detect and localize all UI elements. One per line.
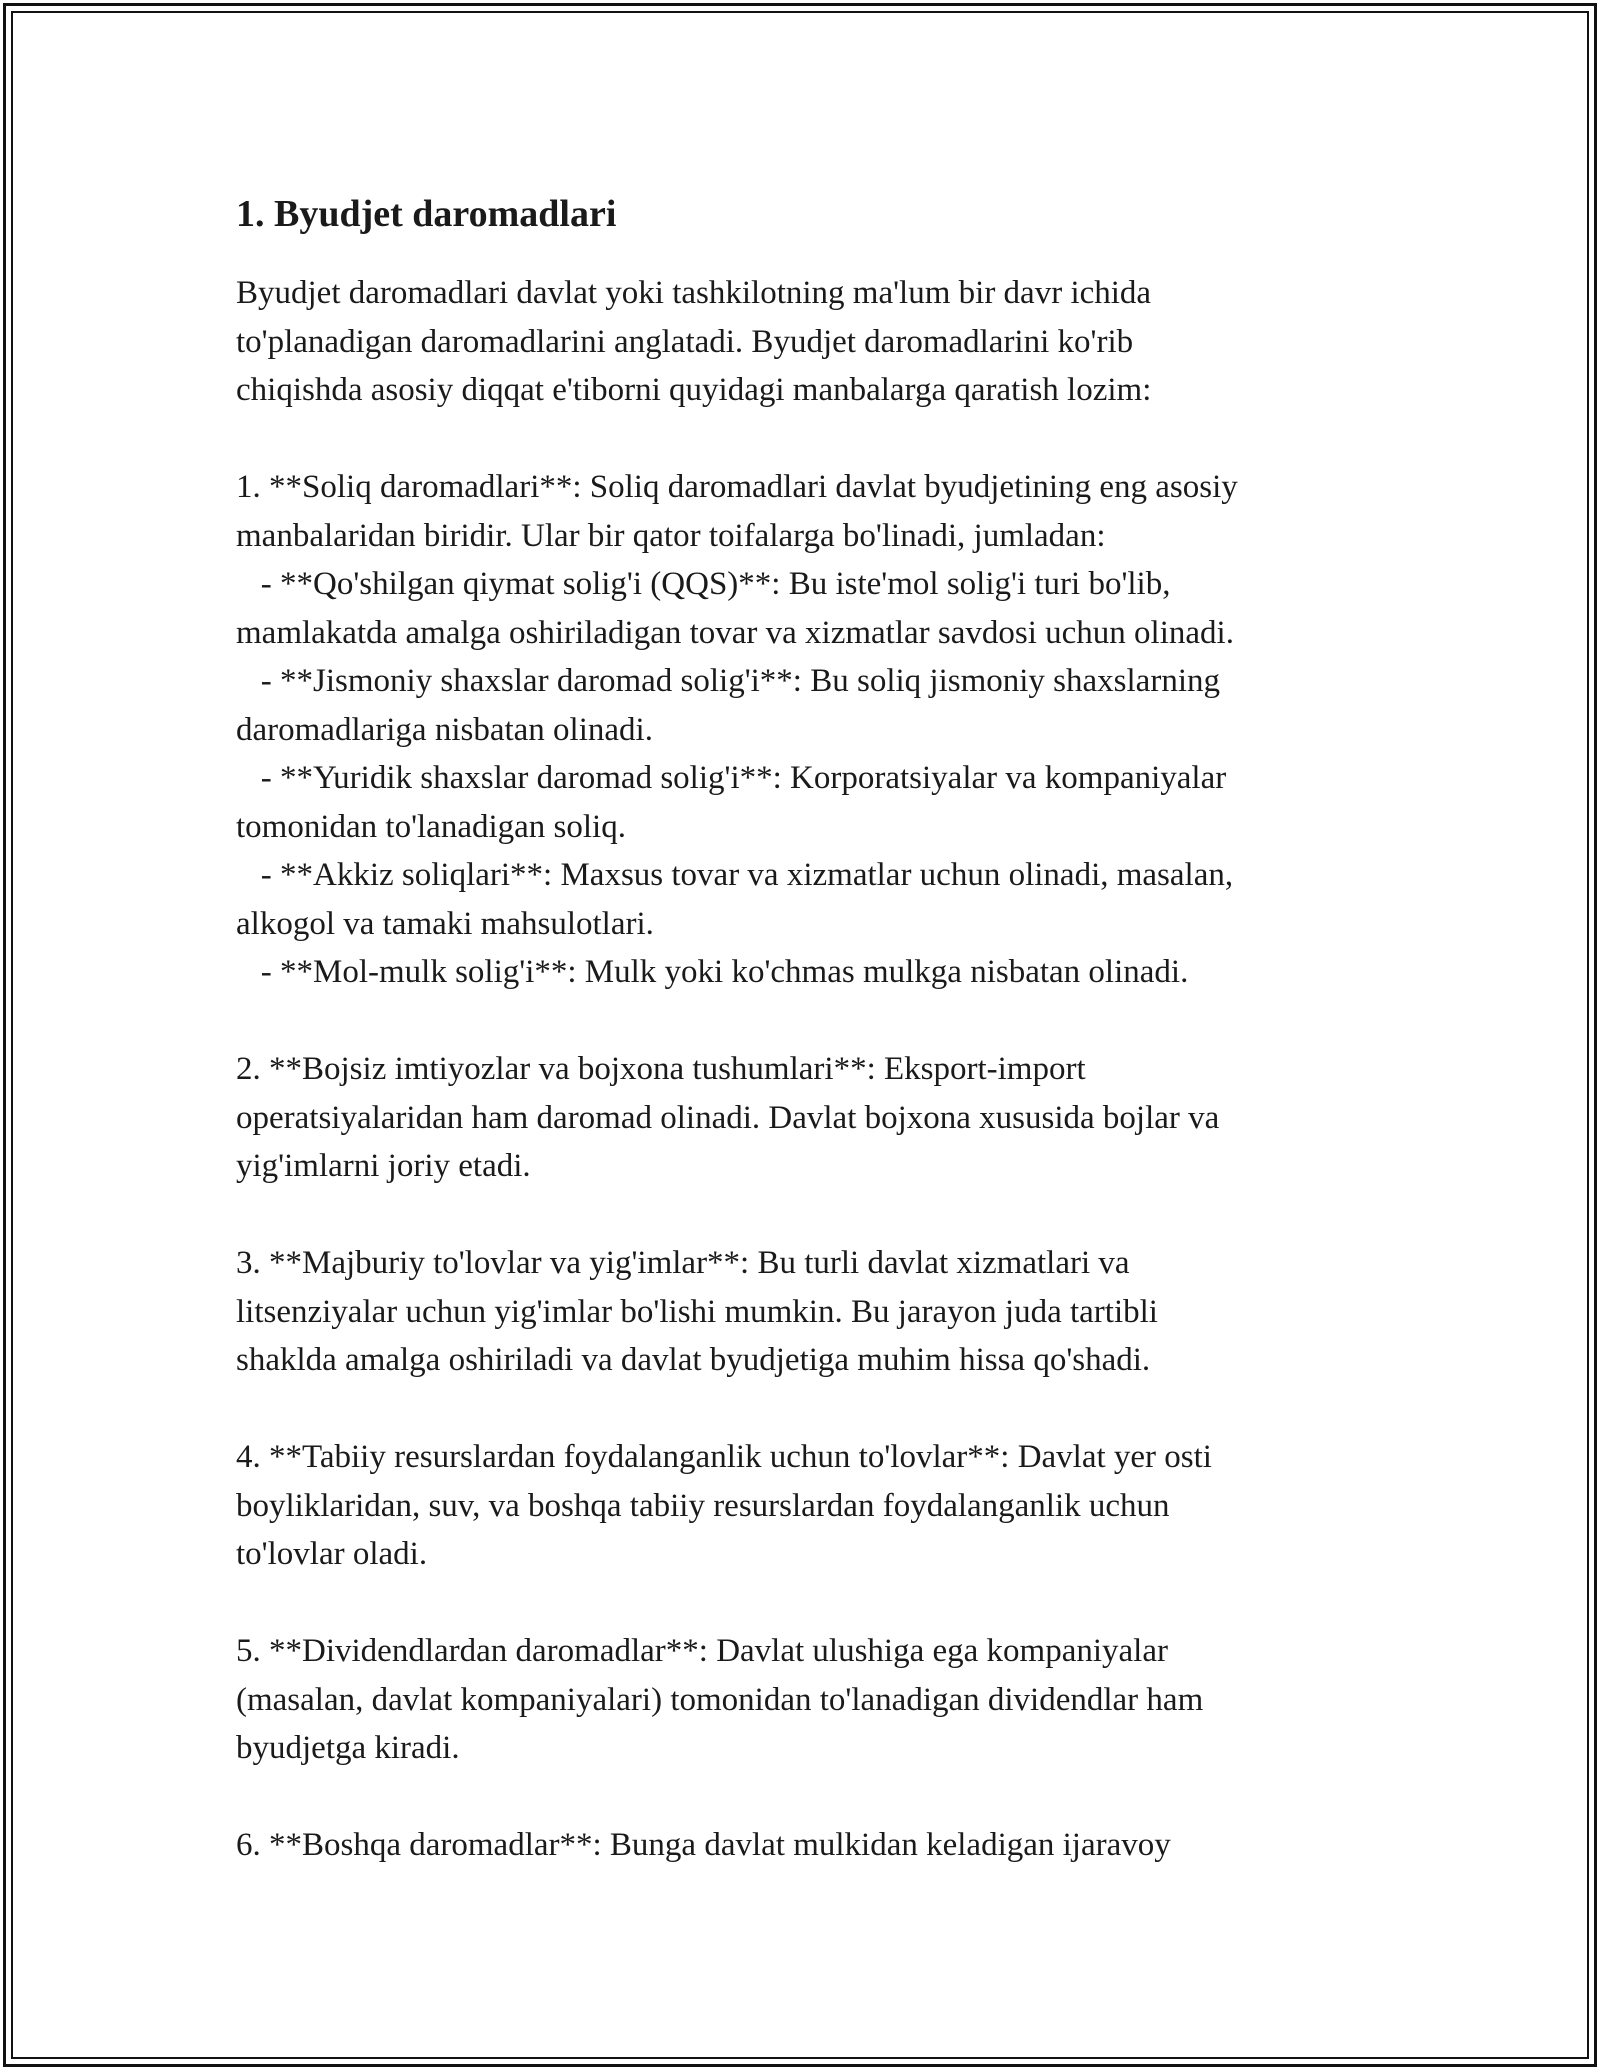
document-page	[236, 186, 1386, 1870]
section-heading: 1. Byudjet daromadlari	[236, 193, 617, 235]
document-body-text: Byudjet daromadlari davlat yoki tashkilotning ma'lum bir davr ichida to'planadigan daromadlarini anglatadi. Byudjet daromadlarini ko'rib chiqishda asosiy diqqat e'tiborni quyidagi manbalarga qaratish lozim: 1. **Soliq daromadlari**: Soliq daromadlari davlat byudjetining eng asosiy manbalaridan biridir. Ular bir qator toifalarga bo'linadi, jumladan: - **Qo'shilgan qiymat solig'i (QQS)**: Bu iste'mol solig'i turi bo'lib, mamlakatda amalga oshiriladigan tovar va xizmatlar savdosi uchun olinadi. - **Jismoniy shaxslar daromad solig'i**: Bu soliq jismoniy shaxslarning daromadlariga nisbatan olinadi. - **Yuridik shaxslar daromad solig'i**: Korporatsiyalar va kompaniyalar tomonidan to'lanadigan soliq. - **Akkiz soliqlari**: Maxsus tovar va xizmatlar uchun olinadi, masalan, alkogol va tamaki mahsulotlari. - **Mol-mulk solig'i**: Mulk yoki ko'chmas mulkga nisbatan olinadi. 2. **Bojsiz imtiyozlar va bojxona tushumlari**: Eksport-import operatsiyalaridan ham daromad olinadi. Davlat bojxona xususida bojlar va yig'imlarni joriy etadi. 3. **Majburiy to'lovlar va yig'imlar**: Bu turli davlat xizmatlari va litsenziyalar uchun yig'imlar bo'lishi mumkin. Bu jarayon juda tartibli shaklda amalga oshiriladi va davlat byudjetiga muhim hissa qo'shadi. 4. **Tabiiy resurslardan foydalanganlik uchun to'lovlar**: Davlat yer osti boyliklaridan, suv, va boshqa tabiiy resurslardan foydalanganlik uchun to'lovlar oladi. 5. **Dividendlardan daromadlar**: Davlat ulushiga ega kompaniyalar (masalan, davlat kompaniyalari) tomonidan to'lanadigan dividendlar ham byudjetga kiradi. 6. **Boshqa daromadlar**: Bunga davlat mulkidan keladigan ijaravoy	[236, 275, 1238, 1863]
